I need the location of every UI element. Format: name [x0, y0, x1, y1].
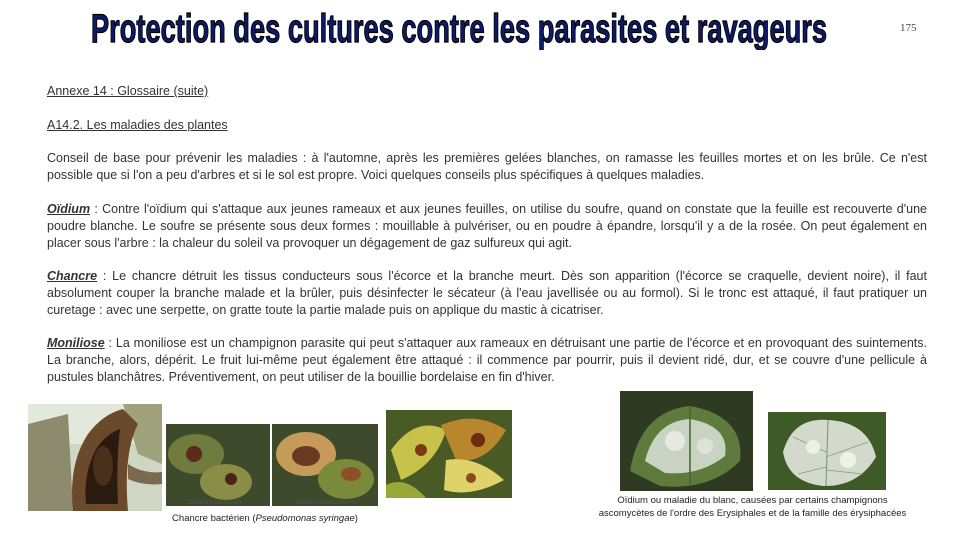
page-title: [88, 6, 830, 50]
leaf-blight-photo: [166, 424, 378, 506]
intro-paragraph: Conseil de base pour prévenir les maladies : à l'automne, après les premières gelées blanches, on ramasse les feuilles mortes et on les brûle. Ce n'est possible que si l'on a peu d'arbres et si le sol est propre. Voici quelques conseils plus spécifiques à quelques maladies.: [47, 151, 927, 182]
left-caption-prefix: Chancre bactérien (: [172, 513, 256, 524]
chancre-text: : Le chancre détruit les tissus conducteurs sous l'écorce et la branche meurt. Dès son apparition (l'écorce se craquelle, devient noire), il faut absolument couper la branche malade et la brûler, puis désinfecter le sécateur (à l'eau javellisée ou au formol). Si le tronc est attaqué, il faut pratiquer un curetage : avec une serpette, on gratte toute la partie malade puis on applique du mastic à cicatriser.: [47, 269, 927, 317]
right-caption-line-2: ascomycètes de l'ordre des Erysiphales et de la famille des érysiphacées: [598, 508, 907, 519]
annex-heading: Annexe 14 : Glossaire (suite): [47, 84, 209, 98]
photo-label-chancre: Chancre bactérien: [188, 499, 242, 506]
oidium-paragraph: [47, 201, 927, 251]
right-figure-caption: [560, 494, 945, 520]
left-caption-species: Pseudomonas syringae: [255, 513, 355, 524]
oidium-text: : Contre l'oïdium qui s'attaque aux jeunes rameaux et aux jeunes feuilles, on utilise du soufre, quand on constate que la feuille est recouverte d'une poudre blanche. Le soufre se présente sous deux formes : mouillable à pulvériser, ou en poudre à épandre, lorsqu'il y a de la rosée. On peut également en placer sous l'arbre : la chaleur du soleil va provoquer un dégagement de gaz sulfureux qui agit.: [47, 202, 927, 250]
moniliose-text: : La moniliose est un champignon parasite qui peut s'attaquer aux rameaux en détruisant une partie de l'écorce et en provoquant des suintements. La branche, alors, dépérit. Le fruit lui-même peut également être attaqué : il commence par pourrir, puis il devient ridé, dur, et se couvre d'une pellicule à pustules blanchâtres. Préventivement, on peut utiliser de la bouillie bordelaise en fin d'hiver.: [47, 336, 927, 384]
autumn-leaves-photo: [386, 410, 512, 498]
page-number: 175: [900, 22, 917, 34]
moniliose-paragraph: [47, 335, 927, 385]
chancre-paragraph: [47, 268, 927, 318]
trunk-canker-photo: [28, 404, 162, 511]
chancre-term: Chancre: [47, 269, 98, 283]
right-caption-line-1: Oïdium ou maladie du blanc, causées par certains champignons: [617, 495, 888, 506]
photo-label-brulure: Brûlure alternarienne: [296, 499, 357, 506]
page-title-text: Protection des cultures contre les parasites et ravageurs: [91, 7, 827, 50]
section-heading: A14.2. Les maladies des plantes: [47, 118, 228, 132]
left-caption-suffix: ): [354, 513, 358, 524]
powdery-mildew-photo-2: [768, 412, 886, 490]
moniliose-term: Moniliose: [47, 336, 105, 350]
left-figure-caption: [150, 513, 380, 524]
powdery-mildew-photo-1: [620, 391, 753, 491]
oidium-term: Oïdium: [47, 202, 91, 216]
